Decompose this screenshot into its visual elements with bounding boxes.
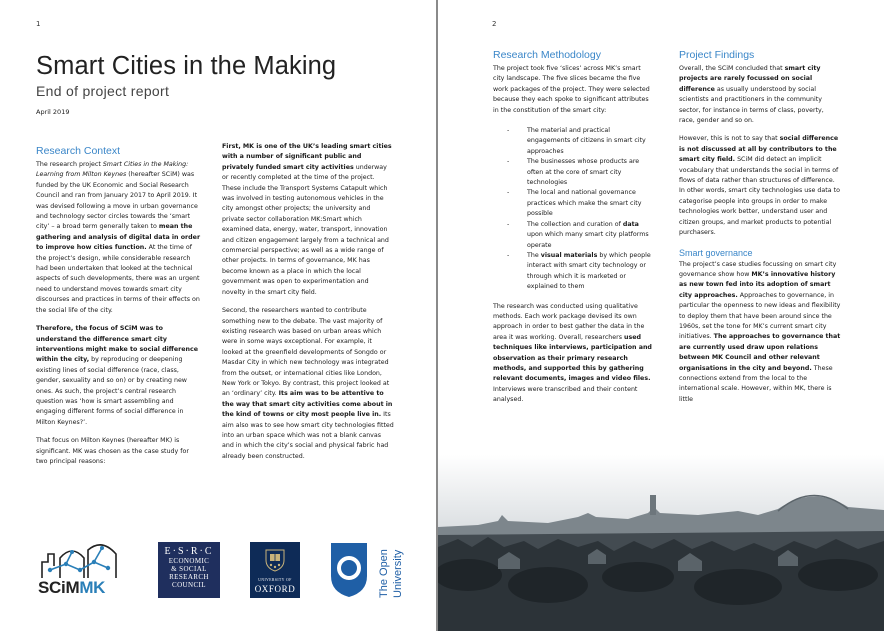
work-package-list — [493, 126, 653, 293]
paragraph: The research was conducted using qualitative methods. Each work package devised its own approach in order to best gather the data in the area it was working. Overall, researchers used techniques like interviews, participation and observation as their primary research methods, and supported this by gathering relevant documents, images and video files. Interviews were transcribed and their content analysed. — [493, 302, 652, 404]
scimmk-logo — [36, 540, 126, 600]
research-context-column — [36, 145, 202, 475]
paragraph: The project’s case studies focussing on smart city governance show how MK’s innovative history as new town fed into its adoption of smart city approaches. Approaches to governance, in particular the openness to new ideas and flexibility to deploy them that have been around since the 1960s, set the tone for MK’s current smart city initiatives. The approaches to governance that are currently used draw upon relations between MK Council and other relevant organisations in the city and beyond. These connections extend from the local to the international scale. However, within MK, there is little — [679, 260, 841, 403]
esrc-logo: E·S·R·C ECONOMIC & SOCIAL RESEARCH COUNCIL — [158, 542, 220, 598]
report-title: Smart Cities in the Making — [36, 52, 337, 80]
ou-shield-icon — [330, 542, 368, 598]
list-item: - The collection and curation of data upon which many smart city platforms operate — [507, 220, 649, 249]
oxford-crest-icon — [264, 548, 286, 572]
paragraph: Overall, the SCiM concluded that smart city projects are rarely focussed on social difference as usually understood by social scientists and practitioners in the community sector, for instance in terms of class, poverty, race, gender and so on. — [679, 65, 824, 125]
project-findings-column — [679, 49, 841, 413]
paragraph: Second, the researchers wanted to contribute something new to the debate. The vast majority of existing research was based on urban areas which were in some ways exceptional. For example, it looked at the greenfield developments of Songdo or Masdar City in which new technology was integrated from the outset, or international cities like London, New York or Tokyo. By contrast, this project looked at an ‘ordinary’ city. Its aim was to be attentive to the way that smart city activities come about in the kind of towns or city most people live in. Its aim also was to see how smart city technologies fitted into an urban space which was not a blank canvas and in which the city’s social and physical fabric had already been constructed. — [222, 307, 394, 460]
section-heading: Project Findings — [679, 49, 755, 61]
list-item: - The local and national governance practices which make the smart city possible — [507, 189, 642, 218]
ou-wordmark — [376, 542, 406, 600]
oxford-logo: UNIVERSITY OF OXFORD — [250, 542, 300, 598]
svg-text:University: University — [392, 549, 404, 598]
report-subtitle: End of project report — [36, 83, 170, 99]
paragraph: The project took five ‘slices’ across MK’s smart city landscape. The five slices became the five work packages of the project. They were selected because they each spoke to significant attributes in the constitution of the smart city: — [493, 65, 650, 114]
section-heading: Research Methodology — [493, 49, 601, 61]
milton-keynes-skyline-photo — [438, 455, 884, 631]
partner-logos — [36, 540, 416, 600]
svg-text:The Open: The Open — [378, 549, 390, 598]
paragraph: That focus on Milton Keynes (hereafter MK) is significant. MK was chosen as the case study for two principal reasons: — [36, 437, 189, 465]
page-number: 2 — [492, 20, 497, 28]
reasons-column — [222, 142, 394, 470]
report-page-1 — [0, 0, 436, 631]
research-methodology-column — [493, 49, 653, 414]
subsection-heading: Smart governance — [679, 247, 753, 258]
paragraph: Therefore, the focus of SCiM was to understand the difference smart city interventions might make to social difference within the city, by reproducing or deepening existing lines of social difference (race, class, gender, sexuality and so on) or by creating new ones. As such, the project’s central research question was ‘how is smart assembling and engaging different forms of social difference in Milton Keynes?’. — [36, 325, 199, 426]
report-date: April 2019 — [36, 108, 70, 116]
section-heading: Research Context — [36, 145, 121, 157]
list-item: - The material and practical engagements of citizens in smart city approaches — [507, 127, 646, 155]
list-item: - The visual materials by which people interact with smart city technology or through which it is marketed or explained to them — [507, 251, 651, 291]
paragraph: The research project Smart Cities in the Making: Learning from Milton Keynes (hereafter SCiM) was funded by the UK Economic and Social Research Council and ran from January 2017 to April 2019. It was devised following a move in urban governance and technology sector circles towards the ‘smart city’ – a broad term generally taken to mean the gathering and analysis of digital data in order to improve how cities function. At the time of the project’s design, while considerable research had been undertaken that looked at the technical aspects of such developments, there was an urgent need to understand moves towards smart city discourses and practices in terms of their effects on the social life of the city. — [36, 161, 201, 314]
city-network-icon — [36, 540, 126, 580]
open-university-logo — [330, 542, 410, 600]
report-page-2 — [438, 0, 884, 631]
scimmk-wordmark: SCiMMK — [38, 578, 106, 597]
page-number: 1 — [36, 20, 41, 28]
paragraph: First, MK is one of the UK’s leading smart cities with a number of significant public and privately funded smart city activities underway or recently completed at the time of the project. These include the Transport Systems Catapult which was involved in testing autonomous vehicles in the city amongst other projects; the university and private sector collaboration MK:Smart which examined data, energy, water, transport, innovation and citizen engagement largely from a technical and commercial perspective; as well as a wide range of other projects. In terms of governance, MK has become known as a place in which the local government was open to experimentation and novelty in the smart city field. — [222, 143, 392, 296]
paragraph: However, this is not to say that social difference is not discussed at all by contributors to the smart city field. SCiM did detect an implicit vocabulary that understands the social in terms of flows of data rather than structures of difference. In other words, smart city technologies use data to categorise people into groups in order to make technologies work better, understand user and citizen groups, and market products to potential purchasers. — [679, 135, 840, 237]
list-item: - The businesses whose products are often at the core of smart city technologies — [507, 158, 640, 187]
